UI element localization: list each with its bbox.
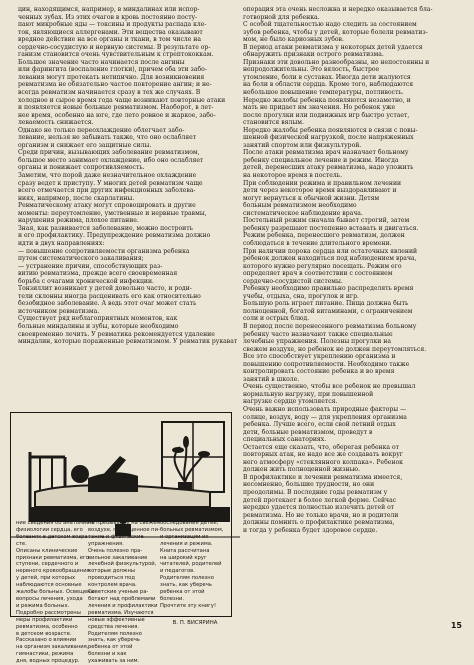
text-line: солнце, воздух, воду — для укрепления организма [243, 413, 407, 421]
text-line: В профилактике и лечении ревматизма имеется, [243, 473, 403, 481]
text-line: больные миндалины и зубы, которые необходимо [18, 322, 179, 330]
review-line: лечебной физкультурой, [88, 561, 157, 568]
review-line: болезнях в детском возра- [16, 533, 90, 540]
review-line: Родителям полезно [160, 575, 214, 582]
article-text-left-column [18, 6, 238, 409]
text-line: холодное и сырое время года чаще возникают повторные атаки [18, 96, 226, 104]
review-line: лечения и режима. [160, 540, 213, 547]
text-line: Тонзиллит возникает у детей довольно часто, и роди- [18, 285, 192, 293]
review-line: жалобы больных. Освещены [16, 589, 95, 596]
review-line: читателей, родителей [160, 561, 222, 568]
review-line: Книга рассчитана [160, 547, 210, 554]
text-line: дети, больные ревматизмом, проведут в [243, 428, 373, 436]
text-line: ребенка. Лучше всего, если свой летний отдых [243, 421, 396, 429]
text-line: нормальную нагрузку, при повышенной [243, 390, 374, 398]
text-line: сразу ведет к приступу. У многих детей ревматизм чаще [18, 179, 203, 187]
review-text-column-3 [160, 520, 230, 618]
text-line: после прогулки или подвижных игр быстро устает, [243, 111, 410, 119]
review-line: Подробно рассмотрены [16, 609, 81, 616]
text-line: Ревматическому атаку могут спровоцировать и другие [18, 202, 196, 210]
text-line: соблюдаться в течение длительного времени. [243, 239, 392, 247]
review-line: болезни. [160, 595, 185, 602]
text-line: на боли в области сердца. Кроме того, наблюдаются [243, 81, 414, 89]
review-line: не пребывание на свежем [88, 520, 161, 526]
text-line: всегда ревматизм начинается сразу в тех же случаях. В [18, 89, 201, 97]
text-line: идти в двух направлениях: [18, 239, 105, 247]
review-line: дня, водных процедур. [16, 658, 80, 665]
text-line: и его профилактику. Предупреждение ревматизма должно [18, 232, 211, 240]
review-line: физиологии сердца, его [16, 526, 83, 533]
text-line: Большую роль играет питание. Пища должна быть [243, 300, 409, 308]
review-line: на широкий круг [160, 554, 207, 561]
text-line: Постельный режим сначала бывает строгий, затем [243, 217, 410, 225]
text-line: соли и острых блюд. [243, 315, 310, 323]
text-line: дети через некоторое время выздоравливают и [243, 187, 397, 195]
review-line: лечения и профилактики [88, 602, 158, 609]
text-line: мать не придает им значения. Но ребенок уже [243, 104, 396, 112]
text-line: нее время, особенно на юге, где лето ровное и жаркое, забо- [18, 111, 216, 119]
text-line: источником ревматизма. [18, 307, 100, 315]
review-line: ние сведения об анатомии и [16, 520, 95, 526]
review-line: больных ревматизмом, [160, 526, 224, 533]
text-line: большое место занимает охлаждение, ибо оно ослабляет [18, 156, 204, 164]
review-line: ребенка от этой [160, 589, 205, 596]
review-line: ревматизма. Изучаются [88, 609, 154, 616]
text-line: контролировать состояние ребенка и во время [243, 368, 395, 376]
text-line: ребенку часто назначают также специальные [243, 330, 393, 338]
review-line: ботают над проблемами [88, 595, 156, 602]
text-line: детей протекает в более легкой форме. Сейчас [243, 496, 397, 504]
text-line: организм и снижает его защитные силы. [18, 141, 152, 149]
text-line: пают микробные яды — токсины и продукты распада кле- [18, 21, 207, 29]
text-line: несомненно, большие трудности, но они [243, 481, 375, 489]
review-line: гимнастики, режима [16, 651, 74, 658]
text-line: ниях, например, после скарлатины. [18, 194, 135, 202]
text-line: Остается еще сказать, что, оберегая ребенка от [243, 443, 400, 451]
review-line: ревматизма, особенно [16, 623, 78, 630]
review-line: меры профилактики [16, 616, 73, 623]
text-line: занятий спортом или физкультурой. [243, 141, 362, 149]
text-line: Среди причин, вызывающих заболевание ревматизмом, [18, 149, 200, 157]
review-line: и организации их [160, 533, 209, 540]
text-line: систематическое наблюдение врача. [243, 209, 363, 217]
review-line: Описаны клинические [16, 547, 78, 554]
review-signature: В. П. ВИСЯРИНА [172, 620, 218, 626]
text-line: При соблюдении режима и правильном лечении [243, 179, 402, 187]
review-line: упражнения. [88, 540, 124, 547]
text-line: вредное действие на все органы и ткани, в том числе на [18, 36, 201, 44]
review-line: контролем врача. [88, 582, 137, 589]
text-line: Очень важно использовать природные факторы — [243, 405, 407, 413]
review-line: ступени, сердечного и [16, 561, 79, 568]
text-line: него атмосферу «стеклянного колпака». Ребенок [243, 458, 403, 466]
text-line: безобидное заболевание. А ведь этот очаг может стать [18, 300, 197, 308]
review-line: Родителям полезно [88, 630, 142, 637]
text-line: сердечно-сосудистой системы. [243, 277, 343, 285]
text-line: больным ревматизмом необходимо [243, 202, 357, 210]
text-line: специальных санаториях. [243, 436, 327, 444]
text-line: сердечно-сосудистую и нервную системы. В результате ор- [18, 43, 211, 51]
text-line: В период атаки ревматизма у некоторых детей удается [243, 43, 423, 51]
text-line: ченных зубах. Из этих очагов в кровь постоянно посту- [18, 13, 198, 21]
text-line: преодолимы. В последние годы ревматизм у [243, 489, 388, 496]
text-line: полноценной, богатой витаминами, с ограничением [243, 307, 413, 315]
review-line: в детском возрасте. [16, 630, 72, 637]
review-line: вопросы лечения, ухода [16, 595, 83, 602]
review-line: новые эффективные [88, 616, 145, 623]
text-line: становится вялым. [243, 119, 304, 127]
text-line: небольшое повышение температуры, потливость. [243, 89, 404, 97]
article-text-right-column [243, 6, 456, 634]
review-line: Очень полезно пра- [88, 547, 143, 554]
page-number: 15 [450, 621, 462, 630]
text-line: Ребенку необходимо правильно распределять время [243, 285, 414, 293]
text-line: Существует ряд неблагоприятных моментов, как [18, 315, 178, 323]
text-line: мом, не было кариозных зубов. [243, 36, 344, 44]
review-line: знать, как уберечь [88, 637, 140, 644]
text-line: занятий в школе. [243, 375, 300, 383]
text-line: левание, нельзя не забывать также, что оно ослабляет [18, 134, 197, 142]
text-line: Однако не только переохлаждение облегчает забо- [18, 126, 185, 134]
text-line: обнаружить признаки острого ревматизма. [243, 51, 384, 59]
text-line: путем систематического закаливания; [18, 255, 144, 263]
review-line: признаки ревматизма, его [16, 554, 89, 561]
text-line: нагрузке сердце утомляется. [243, 398, 338, 406]
review-line: ухаживать за ним. [88, 658, 140, 665]
review-line: у детей, при которых [16, 575, 76, 582]
review-line: воздухе, полноценное пи- [88, 526, 160, 533]
text-line: борьба с очагами хронической инфекции. [18, 277, 154, 285]
review-line: ребенка от этой [88, 644, 133, 651]
text-line: всего отмечается при других инфекционных заболева- [18, 187, 196, 195]
review-line: Прочтите эту книгу! [160, 602, 217, 609]
review-text-column-2 [88, 520, 161, 665]
review-line: вильное закаливание [88, 554, 148, 561]
review-line: сте. [16, 540, 27, 547]
text-line: В период после перенесенного ревматизма больному [243, 322, 417, 330]
text-line: нередко удается полностью излечить детей от [243, 504, 395, 512]
text-line: должны помнить о профилактике ревматизма, [243, 519, 395, 527]
review-line: нервного кровообращения [16, 568, 90, 575]
review-line: знать, как уберечь [160, 582, 212, 589]
text-line: учебы, отдыха, сна, прогулок и игр. [243, 292, 359, 300]
text-line: ревматизма. Но не только врачи, но и родители [243, 511, 399, 519]
text-line: повторных атак, не надо все же создавать вокруг [243, 451, 403, 459]
text-line: определяет врач в соответствии с состоянием [243, 270, 393, 278]
text-line: или фарингита (воспаление глотки), причем оба эти забо- [18, 66, 207, 74]
text-line: левания могут протекать нетипично. Для возникновения [18, 73, 205, 81]
text-line: Нередко жалобы ребенка появляются в связи с повы- [243, 126, 418, 134]
review-line: тание и физические [88, 533, 144, 540]
text-line: ребенок должен находиться под наблюдением врача, [243, 255, 417, 263]
text-line: моменты: переутомление, умственные и нервные травмы, [18, 209, 207, 217]
text-line: и появляется новые больные ревматизмом. Наоборот, в лет- [18, 104, 214, 112]
review-line: обследования детей, [160, 520, 219, 526]
text-line: органы и понижает сопротивляемость. [18, 164, 145, 172]
text-line: Признаки эти довольно разнообразны, но непостоянны и [243, 58, 430, 66]
text-line: После атаки ревматизма врач назначает больному [243, 149, 409, 157]
text-line: При наличии порока сердца или остаточных явлений [243, 247, 418, 255]
text-line: миндалин, которые пораженные ревматизмом. У ревматик рукават [18, 338, 238, 346]
text-line: Нередко жалобы ребенка появляются незаметно, и [243, 96, 411, 104]
review-line: которые должны [88, 568, 135, 575]
review-line: на организм закаливания, [16, 644, 89, 651]
text-line: непродолжительны. Это вялость, быстрое [243, 66, 380, 74]
review-line: наблюдаются основные [16, 582, 82, 589]
text-line: Заметим, что порой даже незначительное охлаждение [18, 172, 197, 180]
text-line: и тогда у ребенка будет здоровое сердце. [243, 526, 378, 534]
text-line: утомление, боли в суставах. Иногда дети жалуются [243, 73, 411, 81]
text-line: Зная, как развивается заболевание, можно построить [18, 224, 193, 232]
review-text-column-1 [16, 520, 95, 665]
text-line: шенной физической нагрузкой, после напряженных [243, 134, 414, 142]
text-line: которого нужно регулярно посещать. Режим его [243, 262, 402, 270]
text-line: С особой тщательностью надо следить за состоянием [243, 21, 417, 29]
text-line: ребенку разрешают постепенно вставать и двигаться. [243, 224, 419, 232]
text-line: Режим ребенка, перенесшего ревматизм, должен [243, 232, 405, 240]
text-line: детей, перенесших атаку ревматизма, надо уложить [243, 164, 414, 172]
text-line: ганизм становится очень чувствительным к стрептококкам. [18, 51, 214, 59]
text-line: должен жить полноценной жизнью. [243, 466, 361, 474]
review-line: Советские ученые ра- [88, 589, 149, 596]
text-line: свежем воздухе, но ребенок не должен переутомляться. [243, 345, 427, 353]
text-line: витию ревматизма, прежде всего своевременная [18, 270, 178, 278]
review-line: средства лечения. [88, 623, 139, 630]
text-line: на некоторое время в постель. [243, 172, 343, 180]
review-line: и педагогов. [160, 568, 195, 575]
text-line: Большое значение часто начинается после ангины [18, 58, 185, 66]
text-line: — устранение причин, способствующих раз- [18, 262, 163, 270]
text-line: лечебные упражнения. Полезны прогулки на [243, 338, 391, 346]
text-line: — повышение сопротивляемости организма ребенка [18, 247, 190, 255]
text-line: Очень существенно, чтобы все ребенок не превышал [243, 383, 416, 391]
text-line: тели склонны иногда расценивать его как относительно [18, 292, 201, 300]
text-line: ток, являющиеся аллергенами. Эти вещества оказывают [18, 28, 203, 36]
review-line: и режима больных. [16, 602, 70, 609]
text-line: нарушения режима, плохое питание. [18, 217, 139, 225]
text-line: Все это способствует укреплению организма и [243, 353, 396, 361]
text-line: повышению сопротивляемости. Необходимо также [243, 360, 410, 368]
text-line: леваемость снижается. [18, 119, 94, 127]
text-line: ребенку специальное лечение и режим. Иногда [243, 156, 399, 164]
review-line: проводиться под [88, 575, 135, 582]
text-line: операция эта очень несложна и нередко оказывается бла- [243, 6, 433, 13]
text-line: зубов ребенка, чтобы у детей, которые болели ревматиз- [243, 28, 428, 36]
text-line: готворной для ребенка. [243, 13, 320, 21]
text-line: могут вернуться к обычной жизни. Детям [243, 194, 380, 202]
text-line: ревматизма не обязательно частое повторение ангин; и не- [18, 81, 212, 89]
review-line: болезни и как [88, 651, 127, 658]
review-line: Рассказано о влиянии [16, 637, 77, 644]
text-line: цин, находящимся, например, в миндалинах или испор- [18, 6, 200, 13]
text-line: своевременно лечить. У ревматика рекомендуется удаление [18, 330, 215, 338]
